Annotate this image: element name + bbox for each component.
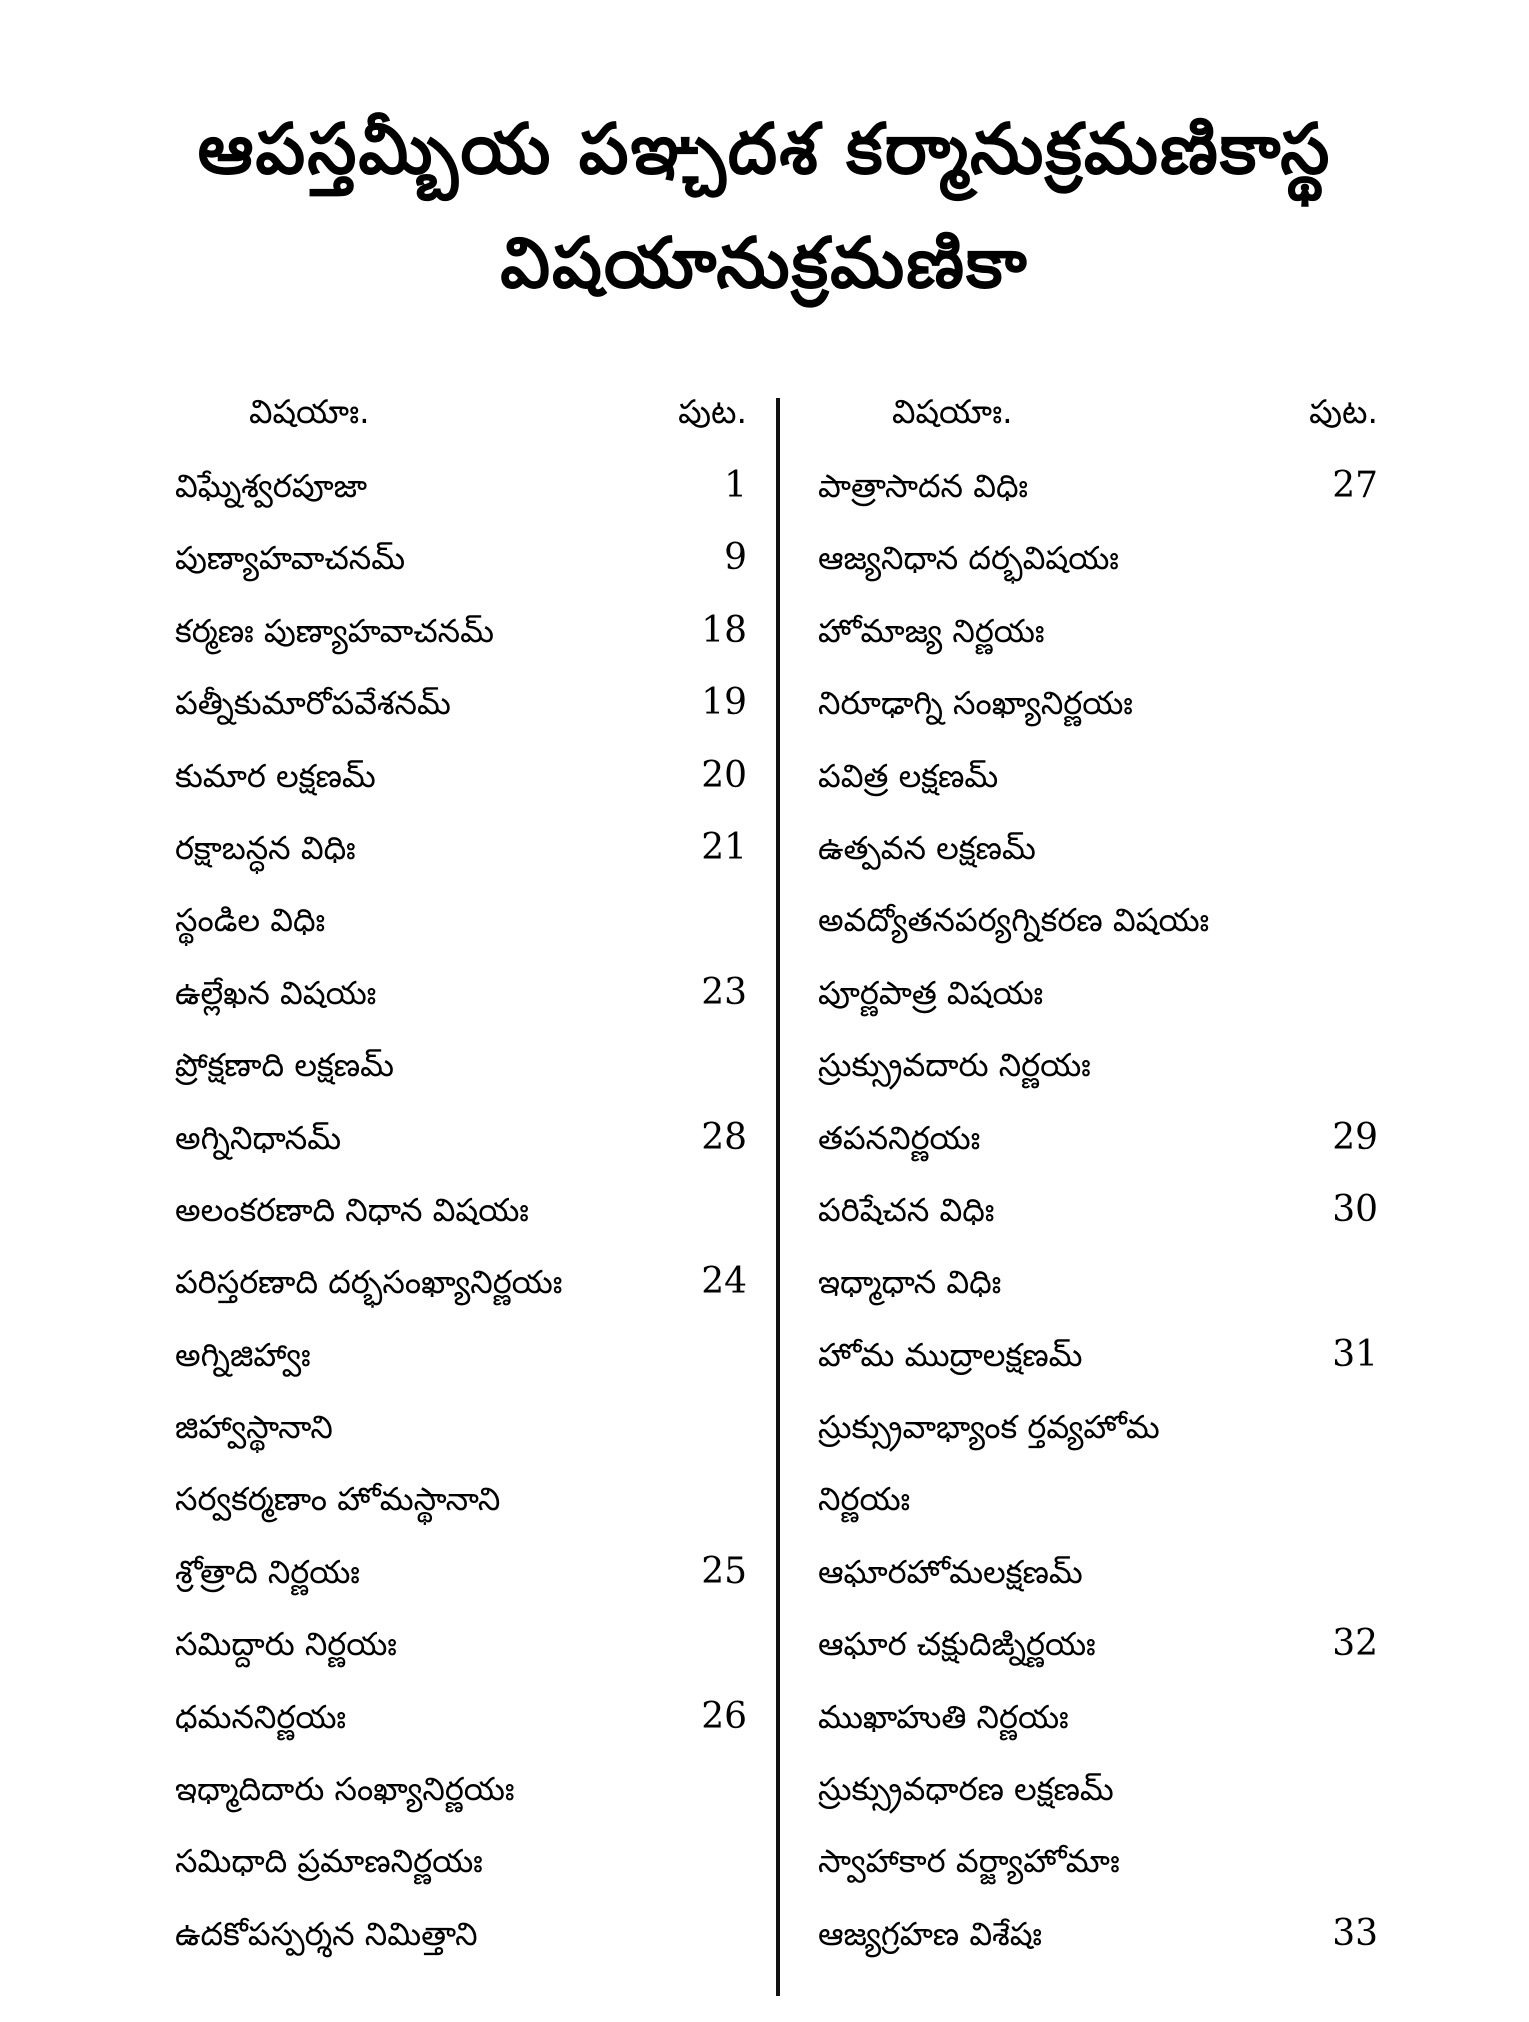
topic-heading: విషయాః. xyxy=(892,392,1013,431)
index-entry xyxy=(175,1825,747,1897)
index-entry xyxy=(175,667,747,739)
entry-page-number: 19 xyxy=(701,682,747,724)
entry-page-number: 25 xyxy=(701,1550,747,1592)
entry-page-number: 24 xyxy=(701,1261,747,1303)
column-divider xyxy=(776,398,780,1996)
index-entry xyxy=(818,1174,1378,1246)
entry-topic: ఆఘారహోమలక్షణమ్ xyxy=(818,1552,1083,1591)
index-entry xyxy=(175,740,747,812)
index-entry xyxy=(818,812,1378,884)
page-heading: పుట. xyxy=(678,392,747,431)
entry-topic: స్రుక్స్రువదారు నిర్ణయః xyxy=(818,1046,1091,1085)
entry-topic: రక్షాబన్ధన విధిః xyxy=(175,828,356,867)
entry-page-number: 31 xyxy=(1332,1333,1378,1375)
entry-topic: అగ్నిజిహ్వాః xyxy=(175,1335,311,1374)
entry-topic: నిరూఢాగ్ని సంఖ్యానిర్ణయః xyxy=(818,684,1133,723)
index-entry xyxy=(818,1391,1378,1463)
page-title: ఆపస్తమ్బీయ పఞ్చదశ కర్మానుక్రమణికాస్థ xyxy=(197,108,1332,190)
entry-topic: ఉల్లేఖన విషయః xyxy=(175,973,377,1012)
index-entry xyxy=(175,595,747,667)
index-entry xyxy=(175,1029,747,1101)
entry-topic: జిహ్వాస్థానాని xyxy=(175,1408,333,1447)
entry-topic: స్రుక్స్రువాభ్యాంక ర్తవ్యహోమ xyxy=(818,1408,1160,1447)
index-entry xyxy=(818,667,1378,739)
index-entry xyxy=(175,522,747,594)
index-entry xyxy=(818,1463,1378,1535)
index-entry xyxy=(818,522,1378,594)
index-entry xyxy=(818,1898,1378,1970)
index-column-left xyxy=(175,392,747,1970)
entry-topic: పవిత్ర లక్షణమ్ xyxy=(818,756,999,795)
index-entry xyxy=(175,1898,747,1970)
index-entry xyxy=(175,1608,747,1680)
entry-topic: స్థండిల విధిః xyxy=(175,901,326,940)
entry-topic: పరిస్తరణాది దర్భసంఖ్యానిర్ణయః xyxy=(175,1263,563,1302)
index-entry xyxy=(818,1029,1378,1101)
entry-topic: అలంకరణాది నిధాన విషయః xyxy=(175,1190,529,1229)
entry-page-number: 32 xyxy=(1332,1623,1378,1665)
entry-topic: స్రుక్స్రువధారణ లక్షణమ్ xyxy=(818,1770,1114,1809)
index-entry xyxy=(175,1753,747,1825)
column-header xyxy=(175,392,747,450)
index-entry xyxy=(818,1608,1378,1680)
entry-page-number: 29 xyxy=(1332,1116,1378,1158)
entry-topic: తపననిర్ణయః xyxy=(818,1118,981,1157)
index-entry xyxy=(175,1391,747,1463)
entry-page-number: 33 xyxy=(1332,1912,1378,1954)
entry-topic: స్వాహాకార వర్జ్యాహోమాః xyxy=(818,1842,1120,1881)
entry-topic: ధమననిర్ణయః xyxy=(175,1697,346,1736)
entry-topic: సమిద్దారు నిర్ణయః xyxy=(175,1625,397,1664)
index-column-right xyxy=(818,392,1378,1970)
entry-topic: ఉదకోపస్పర్శన నిమిత్తాని xyxy=(175,1914,478,1953)
entry-topic: పుణ్యాహవాచనమ్ xyxy=(175,539,406,578)
entry-topic: సర్వకర్మణాం హోమస్థానాని xyxy=(175,1480,501,1519)
index-entry xyxy=(818,1681,1378,1753)
entry-page-number: 30 xyxy=(1332,1188,1378,1230)
entry-topic: పరిషేచన విధిః xyxy=(818,1190,995,1229)
entry-topic: పూర్ణపాత్ర విషయః xyxy=(818,973,1044,1012)
entry-page-number: 20 xyxy=(701,754,747,796)
index-entry xyxy=(818,1246,1378,1318)
index-entry xyxy=(818,740,1378,812)
index-entry xyxy=(175,1246,747,1318)
index-entry xyxy=(175,1536,747,1608)
entry-topic: ఆఘార చక్షుదిఙ్నిర్ణయః xyxy=(818,1625,1096,1664)
entry-topic: ఇధ్మాదిదారు సంఖ్యానిర్ణయః xyxy=(175,1770,515,1809)
entry-page-number: 1 xyxy=(724,465,747,506)
entry-topic: ఆజ్యగ్రహణ విశేషః xyxy=(818,1914,1042,1953)
index-entry xyxy=(175,884,747,956)
page-subtitle: విషయానుక్రమణికా xyxy=(500,222,1029,304)
entry-topic: హోమ ముద్రాలక్షణమ్ xyxy=(818,1335,1083,1374)
entry-topic: పత్నీకుమారోపవేశనమ్ xyxy=(175,684,451,723)
topic-heading: విషయాః. xyxy=(249,392,370,431)
index-entry xyxy=(175,1681,747,1753)
entry-page-number: 27 xyxy=(1332,465,1378,506)
index-entry xyxy=(818,1753,1378,1825)
index-entry xyxy=(175,1463,747,1535)
column-header xyxy=(818,392,1378,450)
entry-page-number: 9 xyxy=(724,537,747,579)
index-entry xyxy=(175,957,747,1029)
entry-page-number: 21 xyxy=(701,826,747,868)
entry-topic: ప్రోక్షణాది లక్షణమ్ xyxy=(175,1046,395,1085)
entry-topic: పాత్రాసాదన విధిః xyxy=(818,467,1029,505)
page-heading: పుట. xyxy=(1309,392,1378,431)
entry-page-number: 28 xyxy=(701,1116,747,1158)
entry-page-number: 18 xyxy=(701,609,747,651)
entry-topic: ఇధ్మాధాన విధిః xyxy=(818,1263,1002,1302)
index-entry xyxy=(175,1174,747,1246)
entry-page-number: 23 xyxy=(701,971,747,1013)
entry-topic: ఆజ్యనిధాన దర్భవిషయః xyxy=(818,539,1119,578)
entry-topic: శ్రోత్రాది నిర్ణయః xyxy=(175,1552,360,1591)
index-entry xyxy=(818,884,1378,956)
entry-topic: అగ్నినిధానమ్ xyxy=(175,1118,342,1157)
index-entry xyxy=(818,1825,1378,1897)
entry-topic: హోమాజ్య నిర్ణయః xyxy=(818,611,1045,650)
entry-topic: నిర్ణయః xyxy=(818,1480,911,1519)
index-entry xyxy=(818,450,1378,522)
index-entry xyxy=(818,957,1378,1029)
index-entry xyxy=(175,450,747,522)
index-entry xyxy=(175,1102,747,1174)
entry-topic: ముఖాహుతి నిర్ణయః xyxy=(818,1697,1069,1736)
index-entry xyxy=(175,1319,747,1391)
index-entry xyxy=(818,1319,1378,1391)
entry-topic: కుమార లక్షణమ్ xyxy=(175,756,376,795)
index-entry xyxy=(818,1536,1378,1608)
entry-topic: విఘ్నేశ్వరపూజా xyxy=(175,467,368,505)
entry-topic: కర్మణః పుణ్యాహవాచనమ్ xyxy=(175,611,494,650)
entry-topic: సమిధాది ప్రమాణనిర్ణయః xyxy=(175,1842,483,1881)
index-entry xyxy=(818,595,1378,667)
index-entry xyxy=(818,1102,1378,1174)
entry-topic: అవద్యోతనపర్యగ్నికరణ విషయః xyxy=(818,901,1210,940)
index-entry xyxy=(175,812,747,884)
entry-topic: ఉత్పవన లక్షణమ్ xyxy=(818,828,1036,867)
entry-page-number: 26 xyxy=(701,1695,747,1737)
